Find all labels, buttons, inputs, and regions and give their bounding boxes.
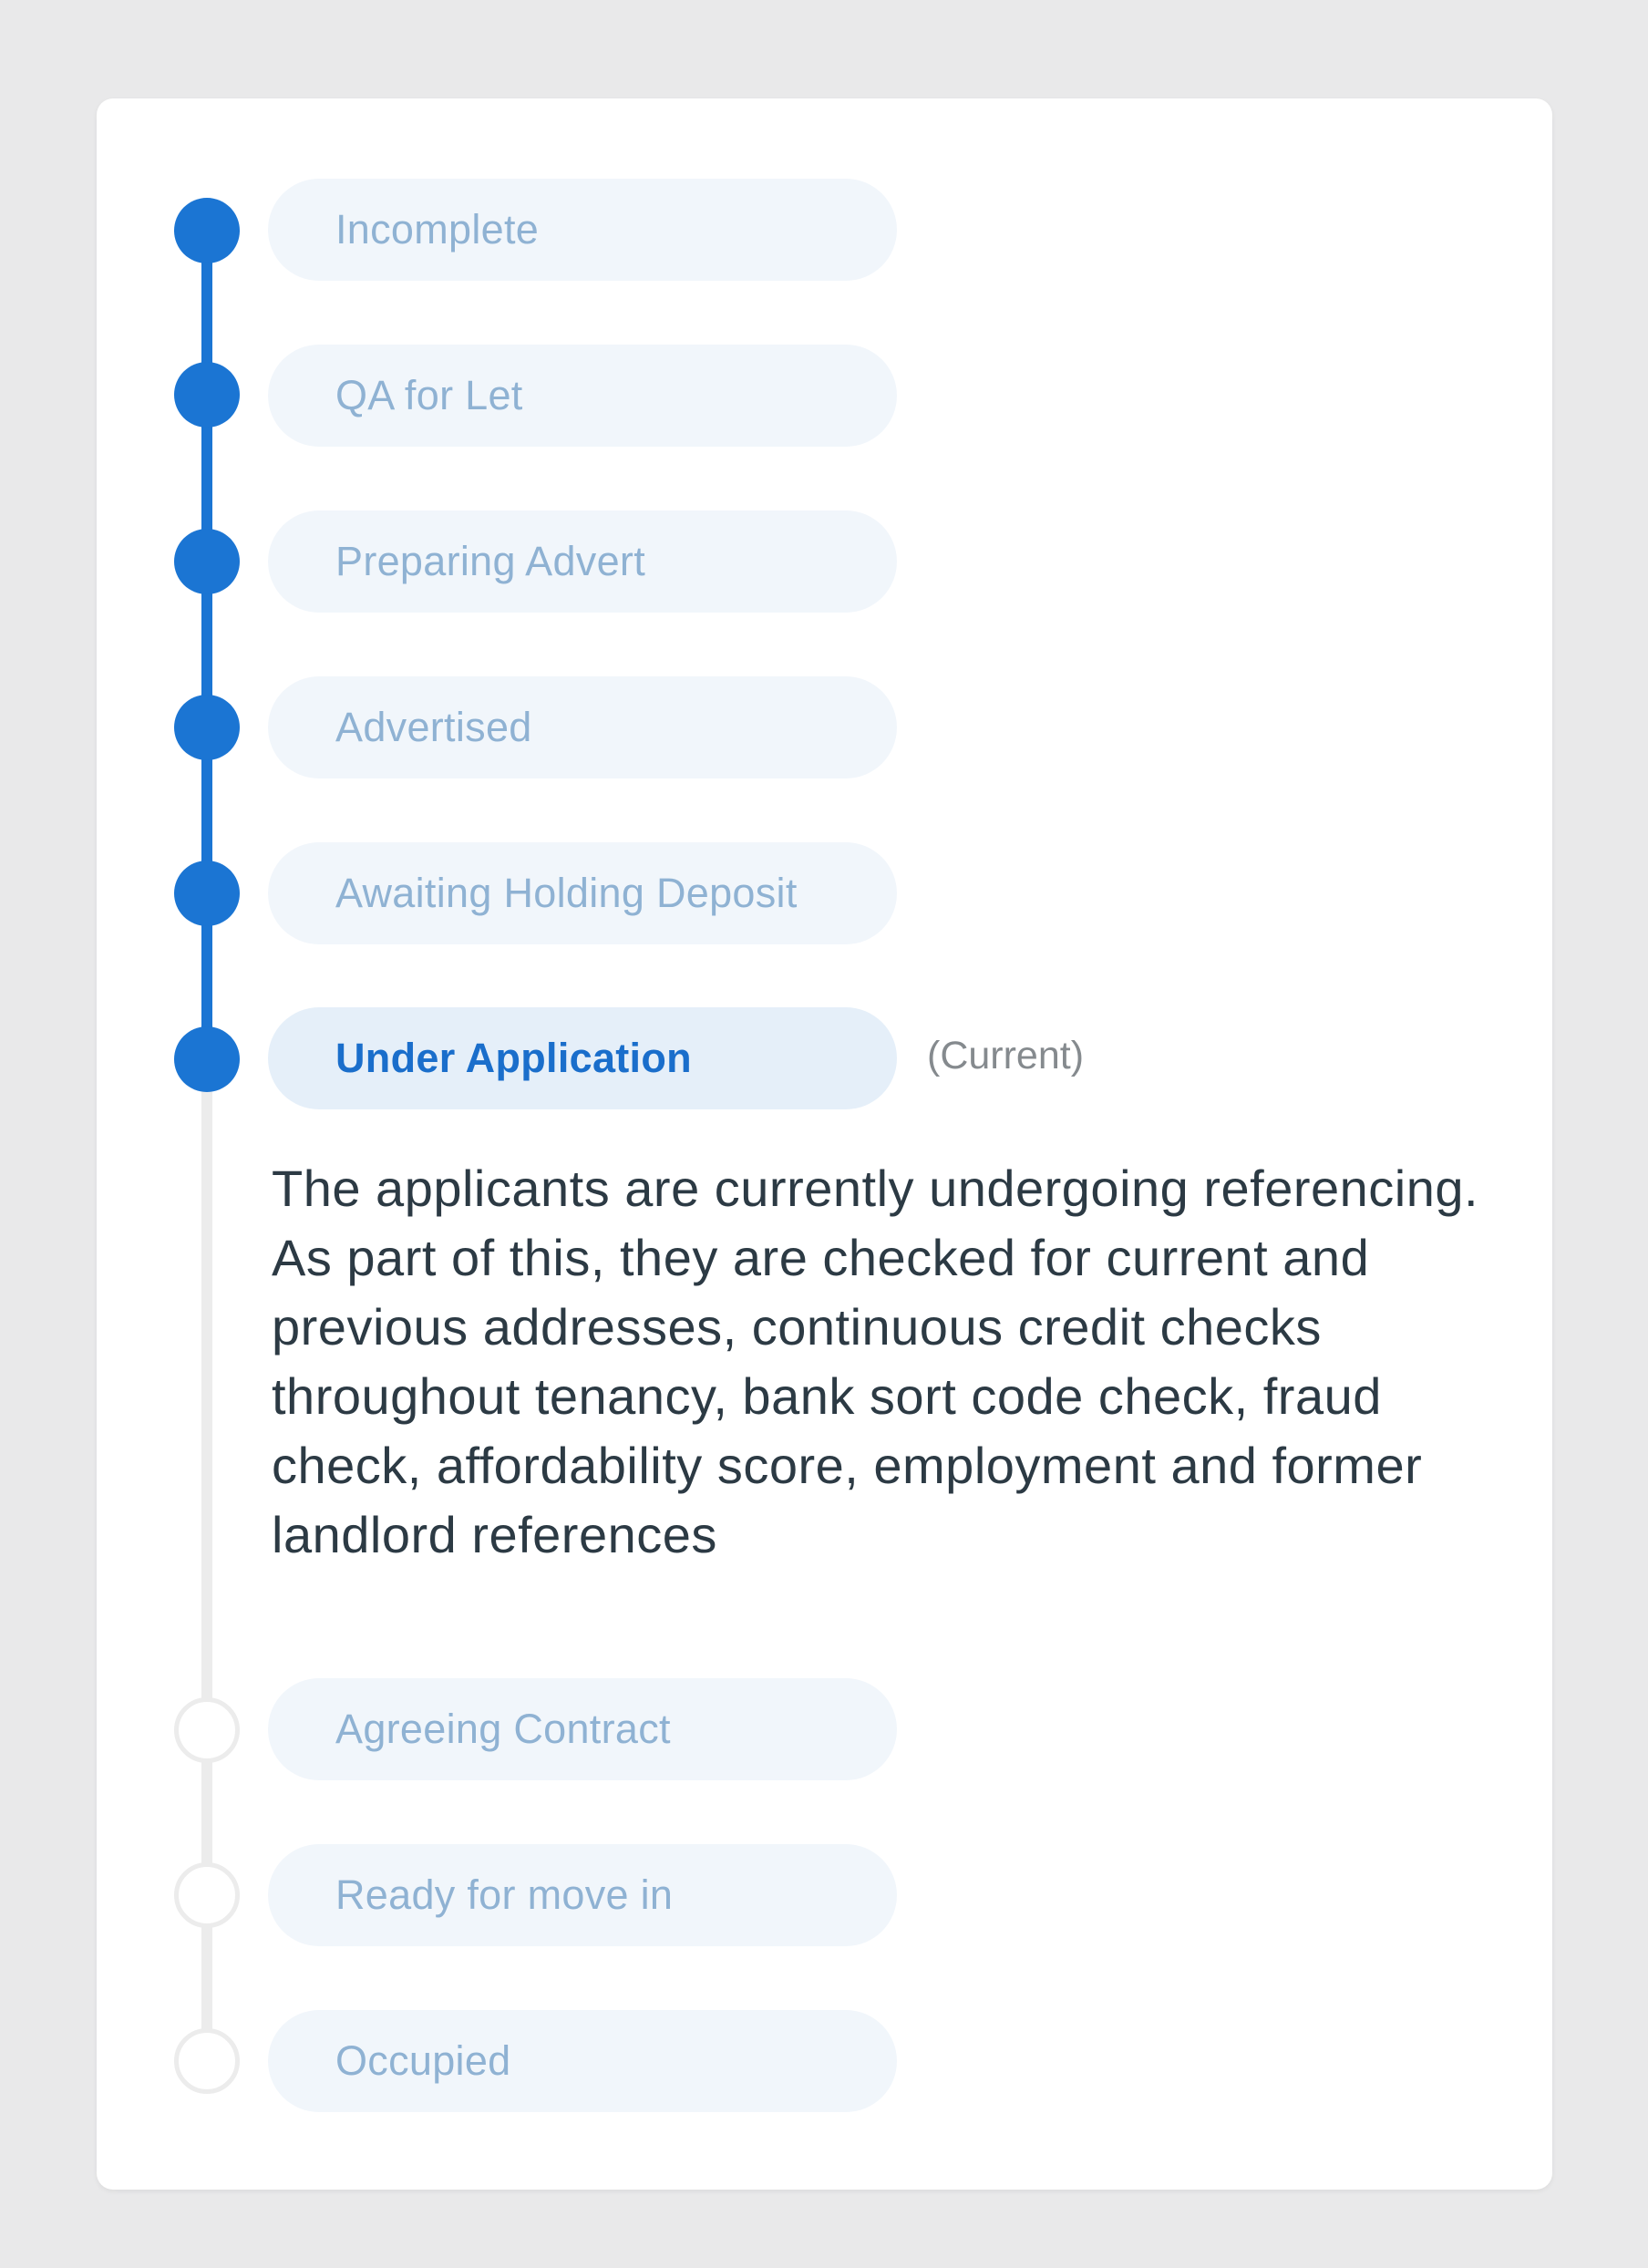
step-marker-pending bbox=[174, 1862, 240, 1928]
step-label: QA for Let bbox=[335, 372, 523, 418]
step-label: Ready for move in bbox=[335, 1871, 674, 1918]
step-marker-completed bbox=[174, 362, 240, 428]
step-advertised[interactable] bbox=[268, 676, 897, 778]
current-status-tag: (Current) bbox=[927, 1034, 1085, 1077]
step-marker-completed bbox=[174, 861, 240, 926]
step-label: Under Application bbox=[335, 1035, 692, 1081]
step-awaiting-holding-deposit[interactable] bbox=[268, 842, 897, 944]
step-qa-for-let[interactable] bbox=[268, 345, 897, 447]
step-label: Awaiting Holding Deposit bbox=[335, 870, 798, 916]
step-incomplete[interactable] bbox=[268, 179, 897, 281]
step-under-application[interactable] bbox=[268, 1007, 897, 1109]
step-marker-completed bbox=[174, 529, 240, 594]
step-label: Agreeing Contract bbox=[335, 1706, 671, 1752]
step-label: Occupied bbox=[335, 2037, 511, 2084]
step-agreeing-contract[interactable] bbox=[268, 1678, 897, 1780]
timeline-rail-completed bbox=[201, 231, 212, 1060]
step-marker-pending bbox=[174, 1697, 240, 1763]
step-marker-completed bbox=[174, 198, 240, 263]
step-occupied[interactable] bbox=[268, 2010, 897, 2112]
step-label: Preparing Advert bbox=[335, 538, 645, 584]
step-preparing-advert[interactable] bbox=[268, 510, 897, 613]
current-step-description: The applicants are currently undergoing referencing. As part of this, they are checked for current and previous addresses, continuous credit checks throughout tenancy, bank sort code check, fraud check, affordability score, employment and former landlord references bbox=[272, 1160, 1479, 1563]
step-ready-for-move-in[interactable] bbox=[268, 1844, 897, 1946]
step-label: Advertised bbox=[335, 704, 532, 750]
step-marker-pending bbox=[174, 2028, 240, 2094]
step-label: Incomplete bbox=[335, 206, 540, 253]
step-marker-completed bbox=[174, 695, 240, 760]
step-marker-current bbox=[174, 1026, 240, 1092]
